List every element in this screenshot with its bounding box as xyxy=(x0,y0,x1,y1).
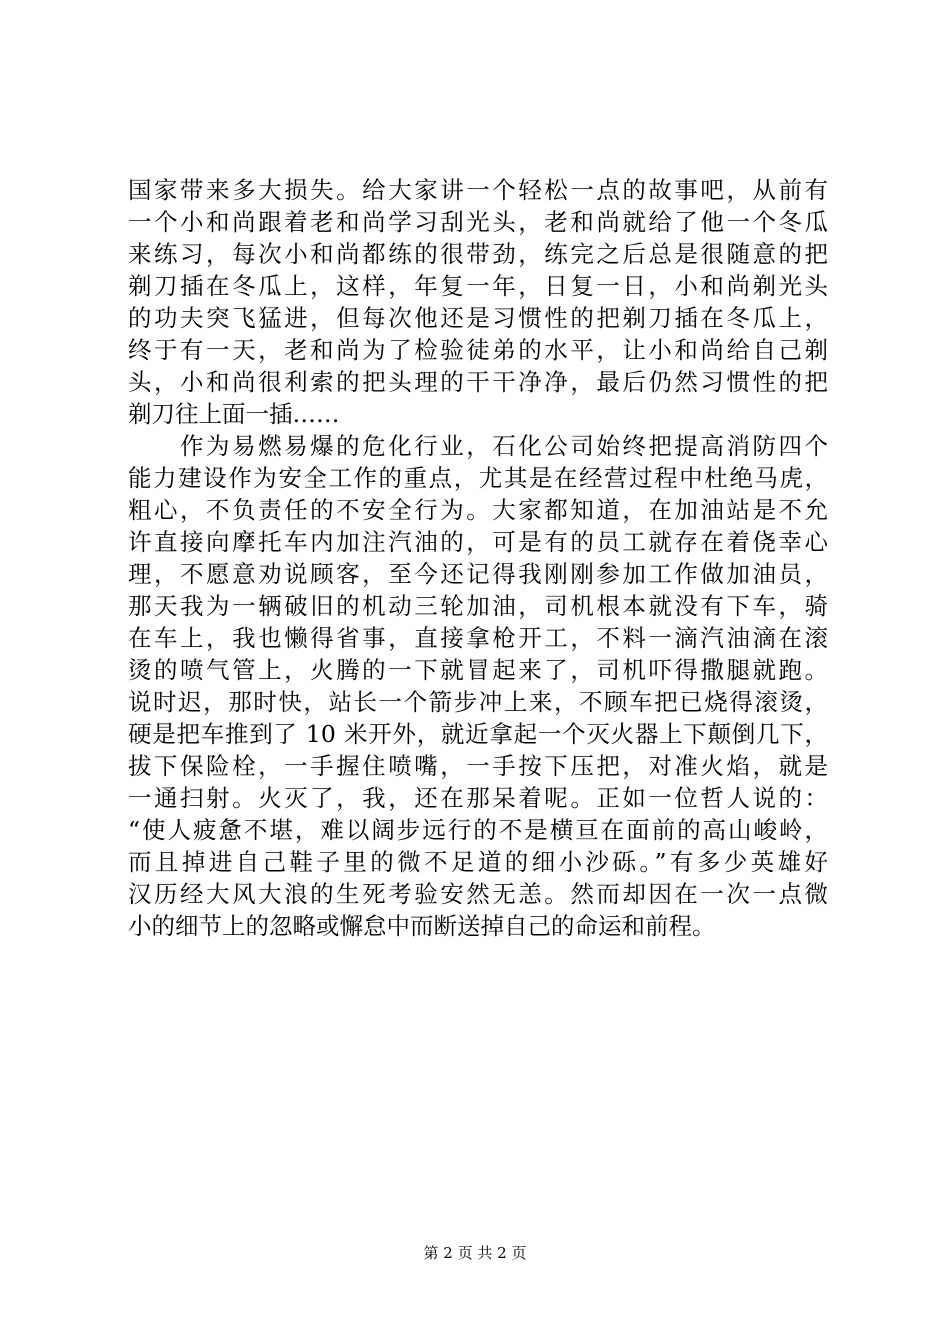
text-line: 剃刀插在冬瓜上，这样，年复一年，日复一日，小和尚剃光头 xyxy=(128,272,828,300)
text-line: 那天我为一辆破旧的机动三轮加油，司机根本就没有下车，骑 xyxy=(128,592,828,620)
text-line: 国家带来多大损失。给大家讲一个轻松一点的故事吧，从前有 xyxy=(128,176,828,204)
text-line: 许直接向摩托车内加注汽油的，可是有的员工就存在着侥幸心 xyxy=(128,528,828,556)
text-line: 作为易燃易爆的危化行业，石化公司始终把提高消防四个 xyxy=(128,432,828,460)
text-line: 说时迟，那时快，站长一个箭步冲上来，不顾车把已烧得滚烫， xyxy=(128,688,828,716)
page-number-footer: 第 2 页 共 2 页 xyxy=(423,1244,527,1262)
document-body xyxy=(128,174,828,942)
text-line: “使人疲惫不堪，难以阔步远行的不是横亘在面前的高山峻岭， xyxy=(128,816,828,844)
text-line: 粗心，不负责任的不安全行为。大家都知道，在加油站是不允 xyxy=(128,496,828,524)
text-line: 的功夫突飞猛进，但每次他还是习惯性的把剃刀插在冬瓜上， xyxy=(128,304,828,332)
text-line: 硬是把车推到了 10 米开外，就近拿起一个灭火器上下颠倒几下， xyxy=(128,720,828,748)
text-line: 头，小和尚很利索的把头理的干干净净，最后仍然习惯性的把 xyxy=(128,368,828,396)
text-line: 拔下保险栓，一手握住喷嘴，一手按下压把，对准火焰，就是 xyxy=(128,752,828,780)
text-line: 来练习，每次小和尚都练的很带劲，练完之后总是很随意的把 xyxy=(128,240,828,268)
text-line: 剃刀往上面一插…… xyxy=(128,400,340,428)
text-line: 一个小和尚跟着老和尚学习刮光头，老和尚就给了他一个冬瓜 xyxy=(128,208,828,236)
text-line: 终于有一天，老和尚为了检验徒弟的水平，让小和尚给自己剃 xyxy=(128,336,828,364)
text-line: 一通扫射。火灭了，我，还在那呆着呢。正如一位哲人说的： xyxy=(128,784,828,812)
text-line: 小的细节上的忽略或懈怠中而断送掉自己的命运和前程。 xyxy=(128,912,716,940)
text-line: 而且掉进自己鞋子里的微不足道的细小沙砾。”有多少英雄好 xyxy=(128,848,828,876)
text-line: 汉历经大风大浪的生死考验安然无恙。然而却因在一次一点微 xyxy=(128,880,828,908)
paragraph-story xyxy=(128,174,828,430)
paragraph-safety xyxy=(128,430,828,942)
text-line: 在车上，我也懒得省事，直接拿枪开工，不料一滴汽油滴在滚 xyxy=(128,624,828,652)
text-line: 烫的喷气管上，火腾的一下就冒起来了，司机吓得撒腿就跑。 xyxy=(128,656,828,684)
text-line: 能力建设作为安全工作的重点，尤其是在经营过程中杜绝马虎， xyxy=(128,464,828,492)
text-line: 理，不愿意劝说顾客，至今还记得我刚刚参加工作做加油员， xyxy=(128,560,828,588)
